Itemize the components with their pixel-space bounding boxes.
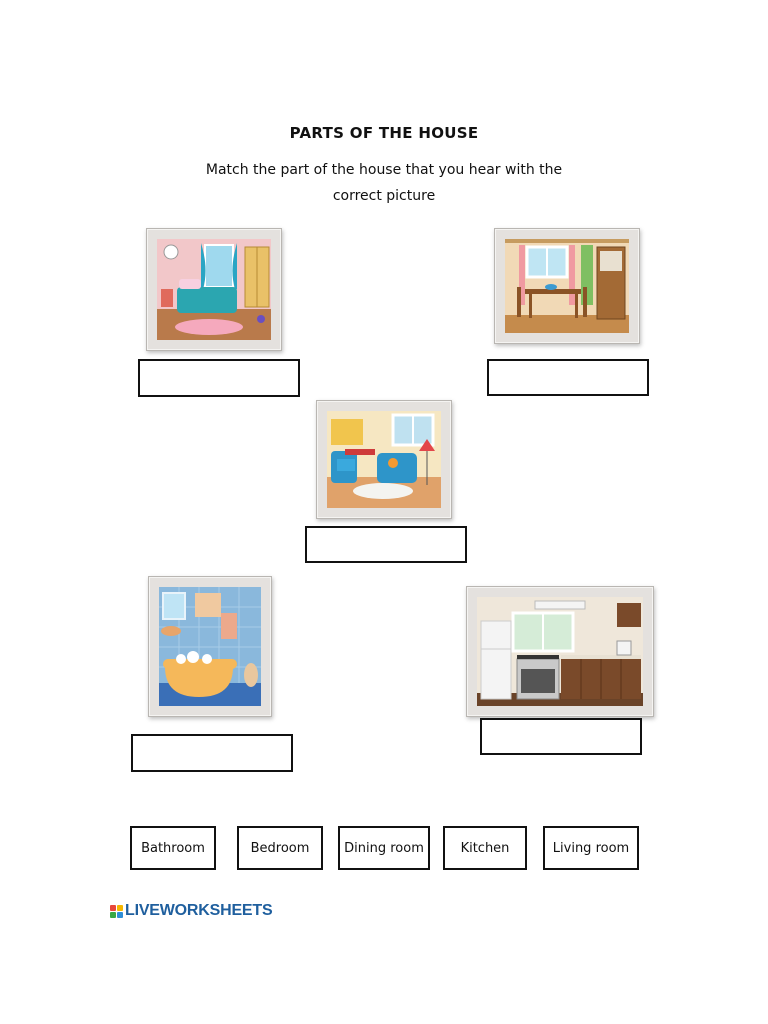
dining-room-picture <box>494 228 640 344</box>
bathroom-picture <box>148 576 272 717</box>
answer-box-dining-room[interactable] <box>487 359 649 396</box>
word-bank-item[interactable]: Bathroom <box>130 826 216 870</box>
living-room-picture <box>316 400 452 519</box>
kitchen-picture <box>466 586 654 717</box>
word-bank-item[interactable]: Dining room <box>338 826 430 870</box>
instruction-line-2: correct picture <box>332 188 436 204</box>
word-bank-item[interactable]: Kitchen <box>443 826 527 870</box>
answer-box-living-room[interactable] <box>305 526 467 563</box>
instruction-line-1: Match the part of the house that you hear with the <box>205 162 563 178</box>
answer-box-bedroom[interactable] <box>138 359 300 397</box>
bedroom-picture <box>146 228 282 351</box>
answer-box-kitchen[interactable] <box>480 718 642 755</box>
logo-mark-icon <box>110 905 123 918</box>
word-bank-item[interactable]: Living room <box>543 826 639 870</box>
instructions <box>0 157 768 209</box>
logo-text: LIVEWORKSHEETS <box>125 902 273 919</box>
liveworksheets-logo <box>110 902 272 920</box>
word-bank-item[interactable]: Bedroom <box>237 826 323 870</box>
answer-box-bathroom[interactable] <box>131 734 293 772</box>
worksheet-title: PARTS OF THE HOUSE <box>289 124 479 142</box>
